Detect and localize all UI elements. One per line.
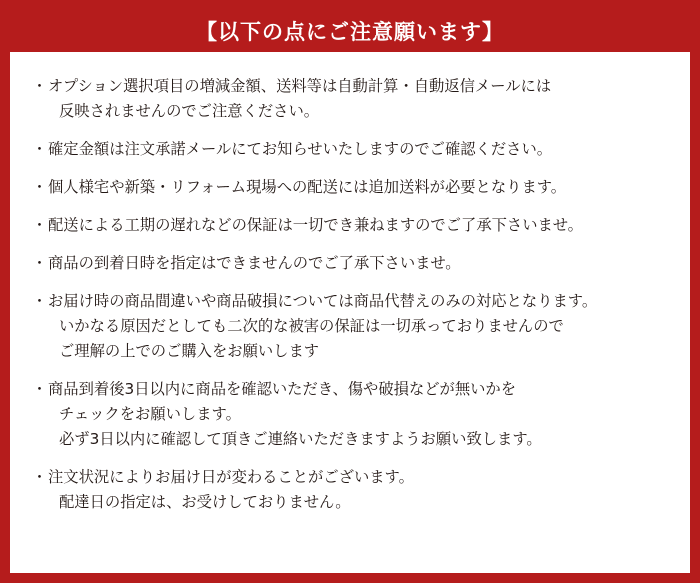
notice-line: 必ず3日以内に確認して頂きご連絡いただきますようお願い致します。 — [59, 430, 542, 448]
notice-list — [32, 74, 668, 515]
list-item — [32, 213, 668, 238]
notice-line: 注文状況によりお届け日が変わることがございます。 — [48, 468, 414, 486]
notice-line: 配送による工期の遅れなどの保証は一切でき兼ねますのでご了承下さいませ。 — [48, 216, 583, 234]
notice-body — [10, 52, 690, 573]
list-item — [32, 175, 668, 200]
list-item — [32, 137, 668, 162]
page-title: 【以下の点にご注意願います】 — [196, 20, 504, 44]
notice-line: 商品の到着日時を指定はできませんのでご了承下さいませ。 — [48, 254, 461, 272]
list-item-text — [48, 175, 668, 200]
bullet-icon: ・ — [32, 380, 48, 398]
notice-line: お届け時の商品間違いや商品破損については商品代替えのみの対応となります。 — [48, 292, 598, 310]
list-item — [32, 251, 668, 276]
list-item-text — [48, 137, 668, 162]
bullet-icon: ・ — [32, 468, 48, 486]
list-item-text — [48, 377, 668, 452]
list-item-text — [48, 465, 668, 515]
list-item — [32, 74, 668, 124]
notice-line: 個人様宅や新築・リフォーム現場への配送には追加送料が必要となります。 — [48, 178, 567, 196]
list-item-text — [48, 251, 668, 276]
notice-line: チェックをお願いします。 — [59, 405, 241, 423]
list-item — [32, 377, 668, 452]
bullet-icon: ・ — [32, 254, 48, 272]
notice-line: オプション選択項目の増減金額、送料等は自動計算・自動返信メールには — [48, 77, 552, 95]
list-item-text — [48, 289, 668, 364]
notice-line: 確定金額は注文承諾メールにてお知らせいたしますのでご確認ください。 — [48, 140, 553, 158]
list-item-text — [48, 74, 668, 124]
notice-line: 反映されませんのでご注意ください。 — [59, 102, 320, 120]
notice-line: 配達日の指定は、お受けしておりません。 — [59, 493, 351, 511]
bullet-icon: ・ — [32, 178, 48, 196]
notice-line: 商品到着後3日以内に商品を確認いただき、傷や破損などが無いかを — [48, 380, 517, 398]
list-item — [32, 289, 668, 364]
list-item-text — [48, 213, 668, 238]
notice-line: ご理解の上でのご購入をお願いします — [59, 342, 320, 360]
notice-header — [10, 10, 690, 52]
bullet-icon: ・ — [32, 216, 48, 234]
bullet-icon: ・ — [32, 77, 48, 95]
list-item — [32, 465, 668, 515]
bullet-icon: ・ — [32, 140, 48, 158]
bullet-icon: ・ — [32, 292, 48, 310]
notice-line: いかなる原因だとしても二次的な被害の保証は一切承っておりませんので — [59, 317, 564, 335]
